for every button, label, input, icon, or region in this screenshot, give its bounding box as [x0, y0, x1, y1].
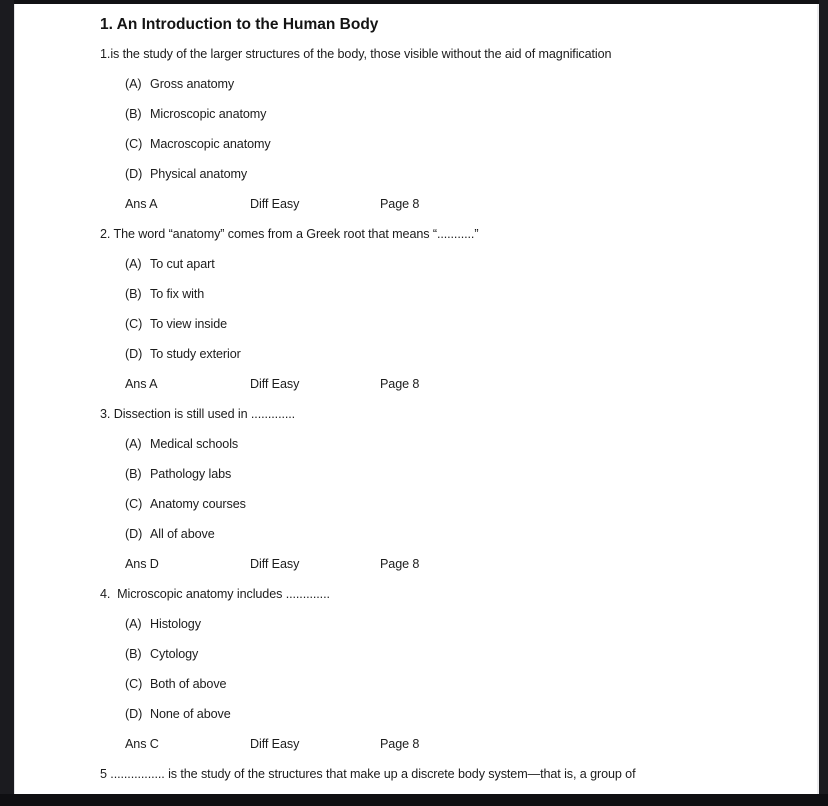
option-text: Both of above [150, 677, 227, 691]
document-title: 1. An Introduction to the Human Body [100, 16, 379, 33]
option-row [15, 459, 817, 489]
option-label: (C) [125, 317, 143, 331]
option-label: (B) [125, 287, 142, 301]
option-label: (A) [125, 257, 142, 271]
question-text [15, 39, 817, 69]
question-body: is the study of the larger structures of the body, those visible without the aid of magnification [110, 47, 612, 61]
answer-label: Ans A [125, 197, 158, 211]
option-row [15, 639, 817, 669]
option-row [15, 279, 817, 309]
option-text: Gross anatomy [150, 77, 235, 91]
option-label: (D) [125, 167, 143, 181]
question-block [15, 579, 817, 759]
answer-row [15, 189, 817, 219]
question-body: ................ is the study of the structures that make up a discrete body system—that is, a group of [106, 767, 636, 781]
document-page [14, 4, 819, 794]
option-text: All of above [150, 527, 215, 541]
viewer-edge-right [819, 0, 828, 806]
answer-label: Ans D [125, 557, 159, 571]
option-row [15, 429, 817, 459]
option-row [15, 519, 817, 549]
option-row [15, 69, 817, 99]
question-number: 4. [100, 587, 111, 601]
question-block [15, 759, 817, 789]
question-body: Microscopic anatomy includes ............. [110, 587, 330, 601]
option-text: To view inside [150, 317, 227, 331]
page-ref-label: Page 8 [380, 197, 420, 211]
option-text: To study exterior [150, 347, 241, 361]
option-label: (A) [125, 437, 142, 451]
option-label: (C) [125, 677, 143, 691]
viewer-edge-left [0, 0, 14, 806]
option-text: None of above [150, 707, 231, 721]
answer-row [15, 549, 817, 579]
difficulty-label: Diff Easy [250, 557, 300, 571]
option-row [15, 129, 817, 159]
answer-label: Ans A [125, 377, 158, 391]
question-number: 3. [100, 407, 111, 421]
option-label: (B) [125, 647, 142, 661]
question-text [15, 759, 817, 789]
difficulty-label: Diff Easy [250, 197, 300, 211]
option-text: To cut apart [150, 257, 215, 271]
question-block [15, 399, 817, 579]
option-label: (B) [125, 467, 142, 481]
option-text: Histology [150, 617, 201, 631]
option-row [15, 489, 817, 519]
option-label: (D) [125, 527, 143, 541]
question-number: 1. [100, 47, 111, 61]
option-row [15, 249, 817, 279]
option-text: Physical anatomy [150, 167, 248, 181]
option-row [15, 339, 817, 369]
question-body: The word “anatomy” comes from a Greek root that means “...........” [110, 227, 479, 241]
page-ref-label: Page 8 [380, 377, 420, 391]
option-row [15, 699, 817, 729]
option-label: (D) [125, 707, 143, 721]
option-text: To fix with [150, 287, 205, 301]
option-text: Macroscopic anatomy [150, 137, 271, 151]
question-block [15, 219, 817, 399]
difficulty-label: Diff Easy [250, 737, 300, 751]
option-row [15, 159, 817, 189]
page-ref-label: Page 8 [380, 737, 420, 751]
viewer-edge-bottom [0, 794, 828, 806]
option-text: Microscopic anatomy [150, 107, 267, 121]
option-label: (C) [125, 497, 143, 511]
question-block [15, 39, 817, 219]
option-row [15, 309, 817, 339]
answer-row [15, 369, 817, 399]
option-text: Pathology labs [150, 467, 232, 481]
question-body: Dissection is still used in ............. [110, 407, 296, 421]
difficulty-label: Diff Easy [250, 377, 300, 391]
option-label: (A) [125, 77, 142, 91]
question-text [15, 399, 817, 429]
option-label: (A) [125, 617, 142, 631]
option-label: (B) [125, 107, 142, 121]
option-label: (C) [125, 137, 143, 151]
option-label: (D) [125, 347, 143, 361]
question-number: 5 [100, 767, 107, 781]
question-text [15, 579, 817, 609]
answer-label: Ans C [125, 737, 159, 751]
option-text: Cytology [150, 647, 199, 661]
option-row [15, 609, 817, 639]
option-row [15, 669, 817, 699]
option-row [15, 99, 817, 129]
question-text [15, 219, 817, 249]
page-ref-label: Page 8 [380, 557, 420, 571]
answer-row [15, 729, 817, 759]
option-text: Medical schools [150, 437, 239, 451]
question-number: 2. [100, 227, 111, 241]
option-text: Anatomy courses [150, 497, 246, 511]
